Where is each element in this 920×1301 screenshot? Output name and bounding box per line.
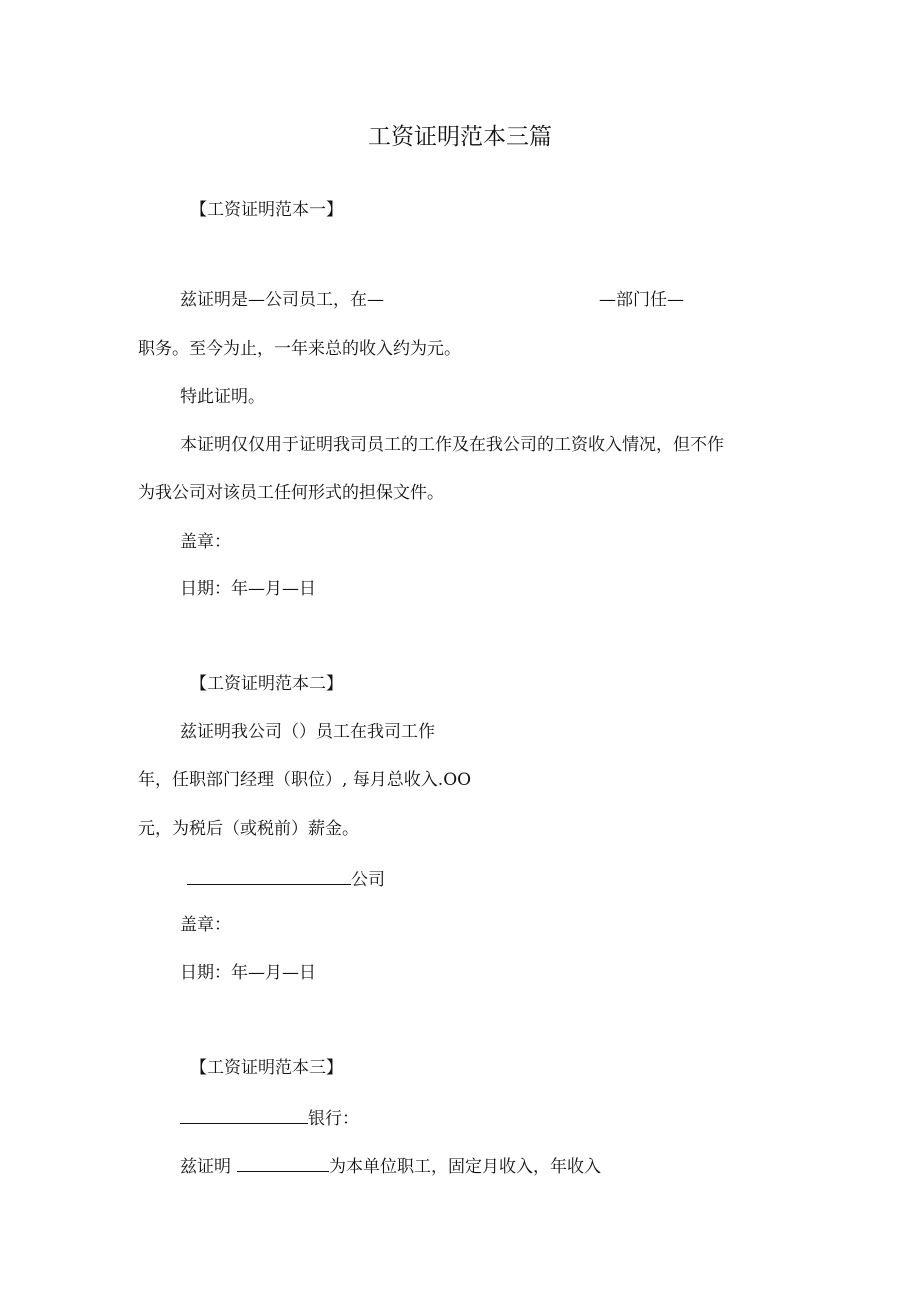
sample3-bank-line bbox=[180, 1105, 359, 1130]
sample2-heading: 【工资证明范本二】 bbox=[190, 674, 343, 694]
sample1-line2: 职务。至今为止，一年来总的收入约为元。 bbox=[138, 339, 461, 359]
sample1-line4: 本证明仅仅用于证明我司员工的工作及在我公司的工资收入情况，但不作 bbox=[180, 435, 724, 455]
sample1-line5: 为我公司对该员工任何形式的担保文件。 bbox=[138, 483, 444, 503]
sample2-seal: 盖章： bbox=[180, 915, 231, 935]
sample1-seal: 盖章： bbox=[180, 532, 231, 552]
employee-name-blank bbox=[237, 1153, 329, 1172]
sample3-bank-suffix: 银行： bbox=[308, 1109, 359, 1129]
sample1-line3: 特此证明。 bbox=[180, 387, 265, 407]
sample1-heading: 【工资证明范本一】 bbox=[190, 200, 343, 220]
company-name-blank bbox=[187, 866, 351, 885]
sample3-line-suffix: 为本单位职工，固定月收入，年收入 bbox=[329, 1157, 601, 1177]
sample3-heading: 【工资证明范本三】 bbox=[190, 1058, 343, 1078]
sample2-company-line bbox=[187, 866, 385, 891]
sample3-statement-line bbox=[180, 1153, 601, 1178]
sample2-company-suffix: 公司 bbox=[351, 870, 385, 890]
sample3-line-prefix: 兹证明 bbox=[180, 1157, 231, 1177]
sample1-line1-b: —部门任— bbox=[599, 290, 684, 310]
document-title: 工资证明范本三篇 bbox=[368, 124, 552, 150]
sample2-date: 日期：年—月—日 bbox=[180, 963, 316, 983]
sample2-line1: 兹证明我公司（）员工在我司工作 bbox=[180, 722, 435, 742]
sample1-date: 日期：年—月—日 bbox=[180, 579, 316, 599]
bank-name-blank bbox=[180, 1105, 308, 1124]
sample2-line2: 年，任职部门经理（职位）, 每月总收入.OO bbox=[138, 770, 472, 790]
sample2-line3: 元，为税后（或税前）薪金。 bbox=[138, 819, 359, 839]
sample1-line1-a: 兹证明是—公司员工，在— bbox=[180, 290, 384, 310]
